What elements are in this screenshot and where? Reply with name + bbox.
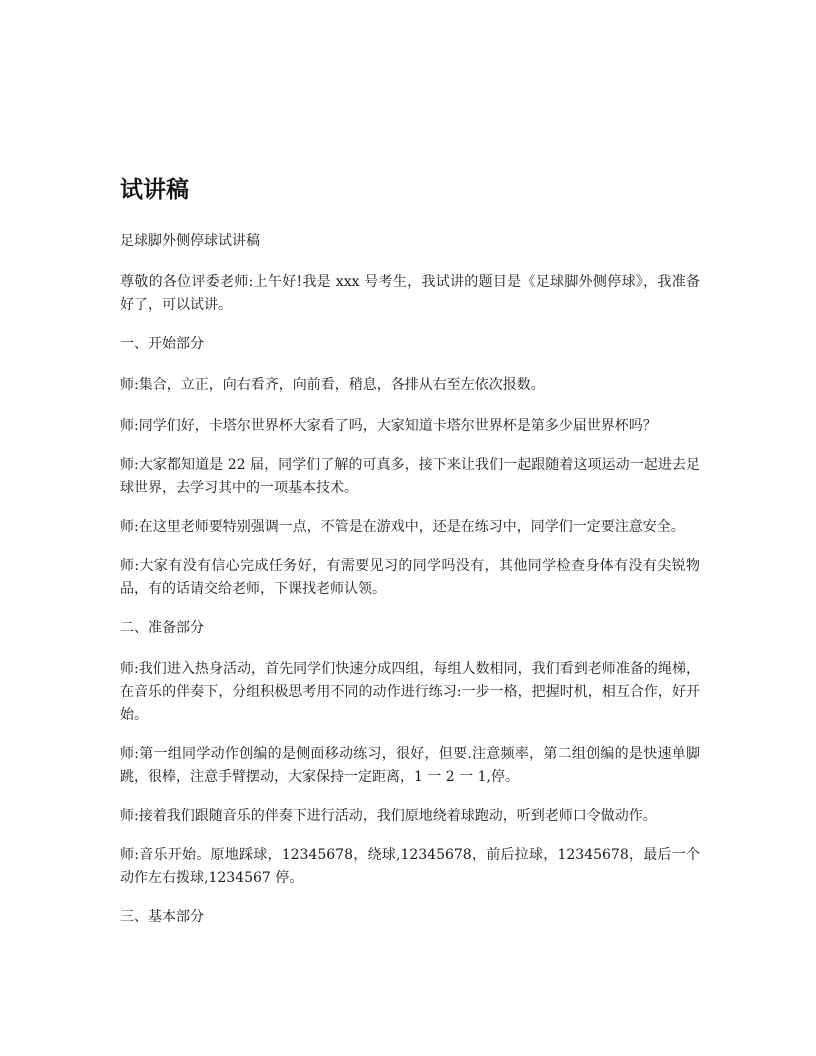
subtitle: 足球脚外侧停球试讲稿 [120, 233, 260, 249]
section-heading: 一、开始部分 [120, 336, 204, 352]
document-page [120, 170, 700, 947]
paragraph: 师:在这里老师要特别强调一点，不管是在游戏中，还是在练习中，同学们一定要注意安全。 [120, 519, 685, 535]
section-heading: 三、基本部分 [120, 909, 204, 925]
paragraph: 师:集合，立正，向右看齐，向前看，稍息，各排从右至左依次报数。 [120, 377, 545, 393]
paragraph: 师:我们进入热身活动，首先同学们快速分成四组，每组人数相同，我们看到老师准备的绳梯，在音乐的伴奏下，分组积极思考用不同的动作进行练习:一步一格，把握时机，相互合作，好开始。 [120, 661, 700, 723]
paragraph: 师:同学们好，卡塔尔世界杯大家看了吗，大家知道卡塔尔世界杯是第多少届世界杯吗？ [120, 418, 657, 434]
paragraph: 师:大家都知道是 22 届，同学们了解的可真多，接下来让我们一起跟随着这项运动一起进去足球世界，去学习其中的一项基本技术。 [120, 457, 700, 496]
paragraph: 师:大家有没有信心完成任务好，有需要见习的同学吗没有，其他同学检查身体有没有尖锐物品，有的话请交给老师，下课找老师认领。 [120, 558, 700, 597]
paragraph: 师:第一组同学动作创编的是侧面移动练习，很好，但要.注意频率，第二组创编的是快速单脚跳，很棒，注意手臂摆动，大家保持一定距离，1 一 2 一 1,停。 [120, 746, 700, 785]
paragraph: 尊敬的各位评委老师:上午好!我是 xxx 号考生，我试讲的题目是《足球脚外侧停球》，我准备好了，可以试讲。 [120, 274, 700, 313]
document-title: 试讲稿 [120, 177, 189, 203]
paragraph: 师:接着我们跟随音乐的伴奏下进行活动，我们原地绕着球跑动，听到老师口令做动作。 [120, 808, 657, 824]
section-heading: 二、准备部分 [120, 620, 204, 636]
paragraph: 师:音乐开始。原地踩球，12345678，绕球,12345678，前后拉球，12345678，最后一个动作左右拨球,1234567 停。 [120, 847, 700, 886]
